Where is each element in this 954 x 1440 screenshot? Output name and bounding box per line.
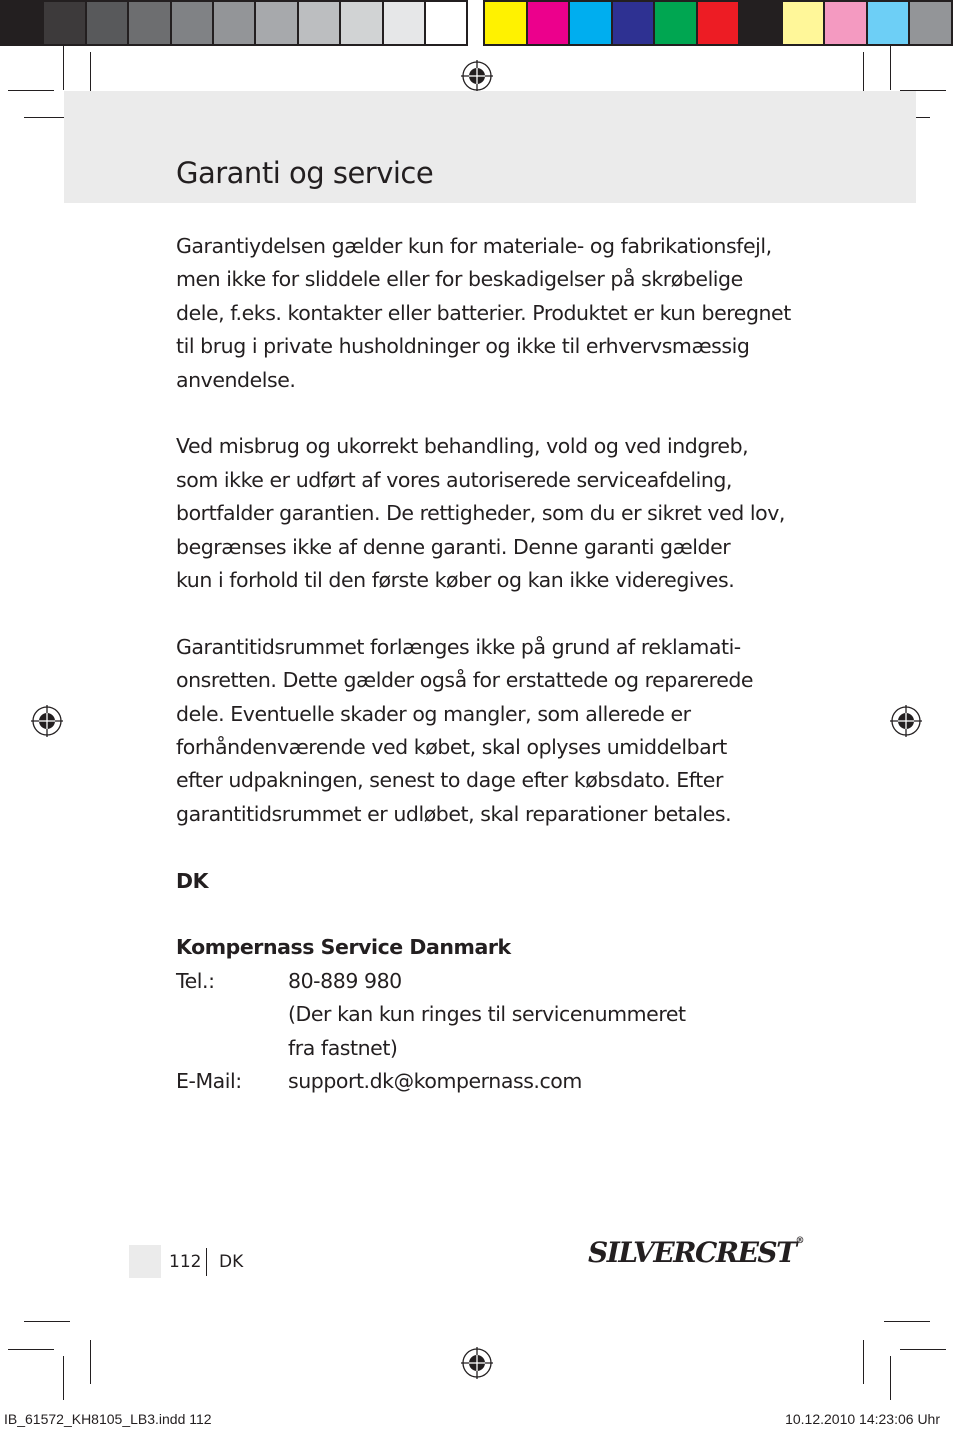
- phone-note-row: [176, 1032, 796, 1065]
- crop-mark: [863, 52, 864, 96]
- color-swatch: [698, 0, 741, 46]
- registration-mark-icon: [890, 705, 922, 737]
- service-contact: [176, 931, 796, 1098]
- text-line: kun i forhold til den første køber og kan ikke videregives.: [176, 568, 735, 593]
- service-name: Kompernass Service Danmark: [176, 935, 511, 960]
- registration-mark-icon: [31, 705, 63, 737]
- phone-note: (Der kan kun ringes til servicenummeret: [288, 1002, 686, 1027]
- crop-mark: [890, 46, 891, 90]
- color-swatch: [528, 0, 571, 46]
- phone-note-row: [176, 998, 796, 1031]
- timestamp-slug: 10.12.2010 14:23:06 Uhr: [785, 1411, 940, 1427]
- color-swatch: [384, 0, 426, 46]
- text-line: men ikke for sliddele eller for beskadigelser på skrøbelige: [176, 267, 743, 292]
- text-line: Garantiydelsen gælder kun for materiale- og fabrikationsfejl,: [176, 234, 772, 258]
- text-line: efter udpakningen, senest to dage efter købsdato. Efter: [176, 768, 723, 793]
- text-line: garantitidsrummet er udløbet, skal reparationer betales.: [176, 801, 732, 826]
- color-swatch: [483, 0, 528, 46]
- paragraph: [176, 631, 796, 831]
- color-swatch: [783, 0, 826, 46]
- country-heading: DK: [176, 868, 209, 893]
- crop-mark: [8, 1349, 54, 1350]
- email-row: [176, 1065, 796, 1098]
- color-swatch: [570, 0, 613, 46]
- page-number: 112: [169, 1252, 202, 1272]
- color-swatch: [613, 0, 656, 46]
- phone-row: [176, 965, 796, 998]
- color-calibration-bar: [483, 0, 953, 46]
- crop-mark: [90, 1340, 91, 1384]
- brand-logo: [588, 1236, 804, 1269]
- color-swatch: [129, 0, 171, 46]
- crop-mark: [863, 1340, 864, 1384]
- phone-label: Tel.:: [176, 968, 215, 993]
- crop-mark: [63, 1356, 64, 1400]
- crop-mark: [8, 90, 54, 91]
- crop-mark: [63, 46, 64, 90]
- color-swatch: [44, 0, 86, 46]
- color-swatch: [214, 0, 256, 46]
- color-swatch: [299, 0, 341, 46]
- text-line: Ved misbrug og ukorrekt behandling, vold og ved indgreb,: [176, 434, 749, 459]
- color-swatch: [868, 0, 911, 46]
- color-swatch: [740, 0, 783, 46]
- phone-number: 80-889 980: [288, 968, 402, 993]
- text-line: dele, f.eks. kontakter eller batterier. Produktet er kun beregnet: [176, 300, 791, 325]
- registered-mark: ®: [795, 1236, 805, 1246]
- body-text: [176, 230, 796, 1099]
- color-swatch: [172, 0, 214, 46]
- file-slug: IB_61572_KH8105_LB3.indd 112: [4, 1411, 212, 1427]
- text-line: begrænses ikke af denne garanti. Denne garanti gælder: [176, 534, 731, 559]
- text-line: som ikke er udført af vores autoriserede serviceafdeling,: [176, 467, 732, 492]
- crop-mark: [90, 52, 91, 96]
- text-line: Garantitidsrummet forlænges ikke på grund af reklamati-: [176, 634, 741, 659]
- registration-mark-icon: [461, 1347, 493, 1379]
- page-language: DK: [219, 1252, 244, 1272]
- color-swatch: [0, 0, 44, 46]
- crop-mark: [900, 1349, 946, 1350]
- crop-mark: [890, 1356, 891, 1400]
- paragraph: [176, 230, 796, 397]
- color-swatch: [87, 0, 129, 46]
- divider: [206, 1248, 207, 1276]
- color-swatch: [341, 0, 383, 46]
- text-line: anvendelse.: [176, 367, 296, 392]
- text-line: onsretten. Dette gælder også for erstattede og reparerede: [176, 668, 754, 693]
- email-address: support.dk@kompernass.com: [288, 1069, 582, 1094]
- color-swatch: [910, 0, 953, 46]
- color-swatch: [256, 0, 298, 46]
- crop-mark: [24, 1321, 70, 1322]
- color-swatch: [426, 0, 468, 46]
- text-line: dele. Eventuelle skader og mangler, som allerede er: [176, 701, 691, 726]
- email-label: E-Mail:: [176, 1069, 242, 1094]
- text-line: forhåndenværende ved købet, skal oplyses umiddelbart: [176, 735, 727, 760]
- color-swatch: [825, 0, 868, 46]
- crop-mark: [884, 1321, 930, 1322]
- brand-name: SILVERCREST: [588, 1236, 796, 1269]
- paragraph: [176, 430, 796, 597]
- grayscale-calibration-bar: [0, 0, 468, 46]
- text-line: til brug i private husholdninger og ikke til erhvervsmæssig: [176, 334, 750, 359]
- page-tab-marker: [129, 1245, 161, 1278]
- text-line: bortfalder garantien. De rettigheder, som du er sikret ved lov,: [176, 501, 785, 526]
- color-swatch: [655, 0, 698, 46]
- page-title: Garanti og service: [176, 156, 434, 190]
- registration-mark-icon: [461, 60, 493, 92]
- phone-note: fra fastnet): [288, 1035, 398, 1060]
